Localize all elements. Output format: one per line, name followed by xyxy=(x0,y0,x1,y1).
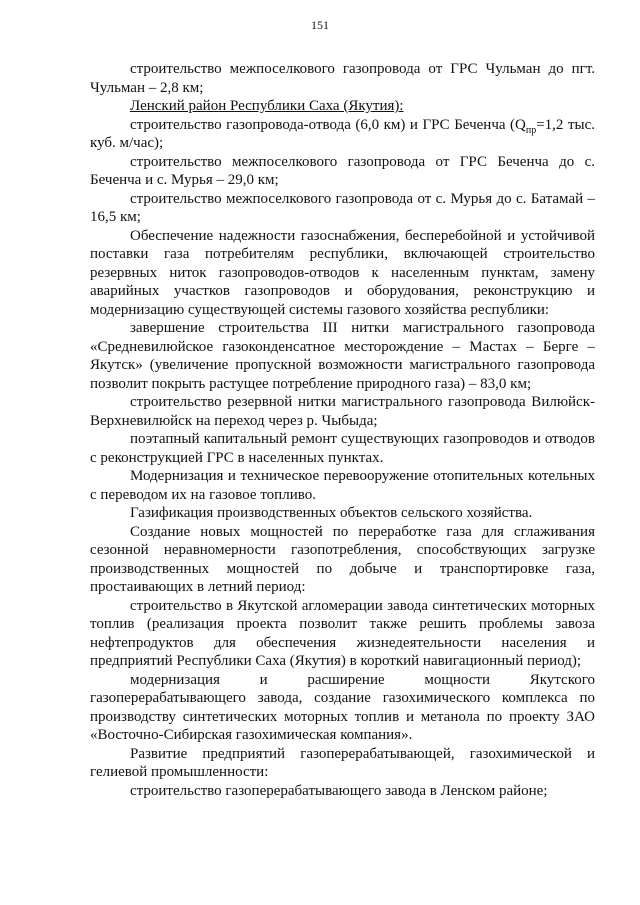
paragraph: Создание новых мощностей по переработке газа для сглаживания сезонной неравномерности газопотребления, способствующих загрузке производственных мощностей по добыче и транспортировке газа, простаивающих в летний период: xyxy=(90,523,595,595)
paragraph: поэтапный капитальный ремонт существующих газопроводов и отводов с реконструкцией ГРС в населенных пунктах. xyxy=(90,431,595,466)
paragraph: строительство газоперерабатывающего завода в Ленском районе; xyxy=(130,782,548,799)
body-text xyxy=(90,60,595,800)
paragraph xyxy=(90,116,595,153)
formula-subscript: пр xyxy=(525,124,537,136)
section-heading-text: Ленский район Республики Саха (Якутия): xyxy=(130,98,404,114)
paragraph: строительство межпоселкового газопровода от ГРС Беченча до с. Беченча и с. Мурья – 29,0 км; xyxy=(90,153,595,188)
paragraph: строительство в Якутской агломерации завода синтетических моторных топлив (реализация проекта позволит также решить проблемы завоза нефтепродуктов для обеспечения жизнедеятельности населения и предприятий Республики Саха (Якутия) в короткий навигационный период); xyxy=(90,597,595,669)
paragraph: строительство резервной нитки магистрального газопровода Вилюйск-Верхневилюйск на переход через р. Чыбыда; xyxy=(90,394,595,429)
paragraph: строительство межпоселкового газопровода от с. Мурья до с. Батамай – 16,5 км; xyxy=(90,190,595,225)
formula-prefix: строительство газопровода-отвода (6,0 км) и ГРС Беченча (Q xyxy=(130,116,526,133)
paragraph: завершение строительства III нитки магистрального газопровода «Средневилюйское газоконденсатное месторождение – Мастах – Берге – Якутск» (увеличение пропускной возможности магистрального газопровода позволит покрыть растущее потребление природного газа) – 83,0 км; xyxy=(90,320,595,392)
formula-tail: =1,2 тыс. куб. м/час); xyxy=(90,116,595,151)
page-number: 151 xyxy=(311,18,329,32)
paragraph: Обеспечение надежности газоснабжения, бесперебойной и устойчивой поставки газа потребителям республики, включающей строительство резервных ниток газопроводов-отводов к населенным пунктам, замену аварийных участков газопроводов и оборудования, реконструкцию и модернизацию существующей системы газового хозяйства республики: xyxy=(90,227,595,318)
paragraph: Развитие предприятий газоперерабатывающей, газохимической и гелиевой промышленности: xyxy=(90,745,595,780)
paragraph: строительство межпоселкового газопровода от ГРС Чульман до пгт. Чульман – 2,8 км; xyxy=(90,61,595,96)
section-heading xyxy=(90,97,595,116)
paragraph: Газификация производственных объектов сельского хозяйства. xyxy=(130,505,533,521)
paragraph: модернизация и расширение мощности Якутского газоперерабатывающего завода, создание газохимического комплекса по производству синтетических моторных топлив и метанола по проекту ЗАО «Восточно-Сибирская газохимическая компания». xyxy=(90,671,595,743)
paragraph: Модернизация и техническое перевооружение отопительных котельных с переводом их на газовое топливо. xyxy=(90,468,595,503)
